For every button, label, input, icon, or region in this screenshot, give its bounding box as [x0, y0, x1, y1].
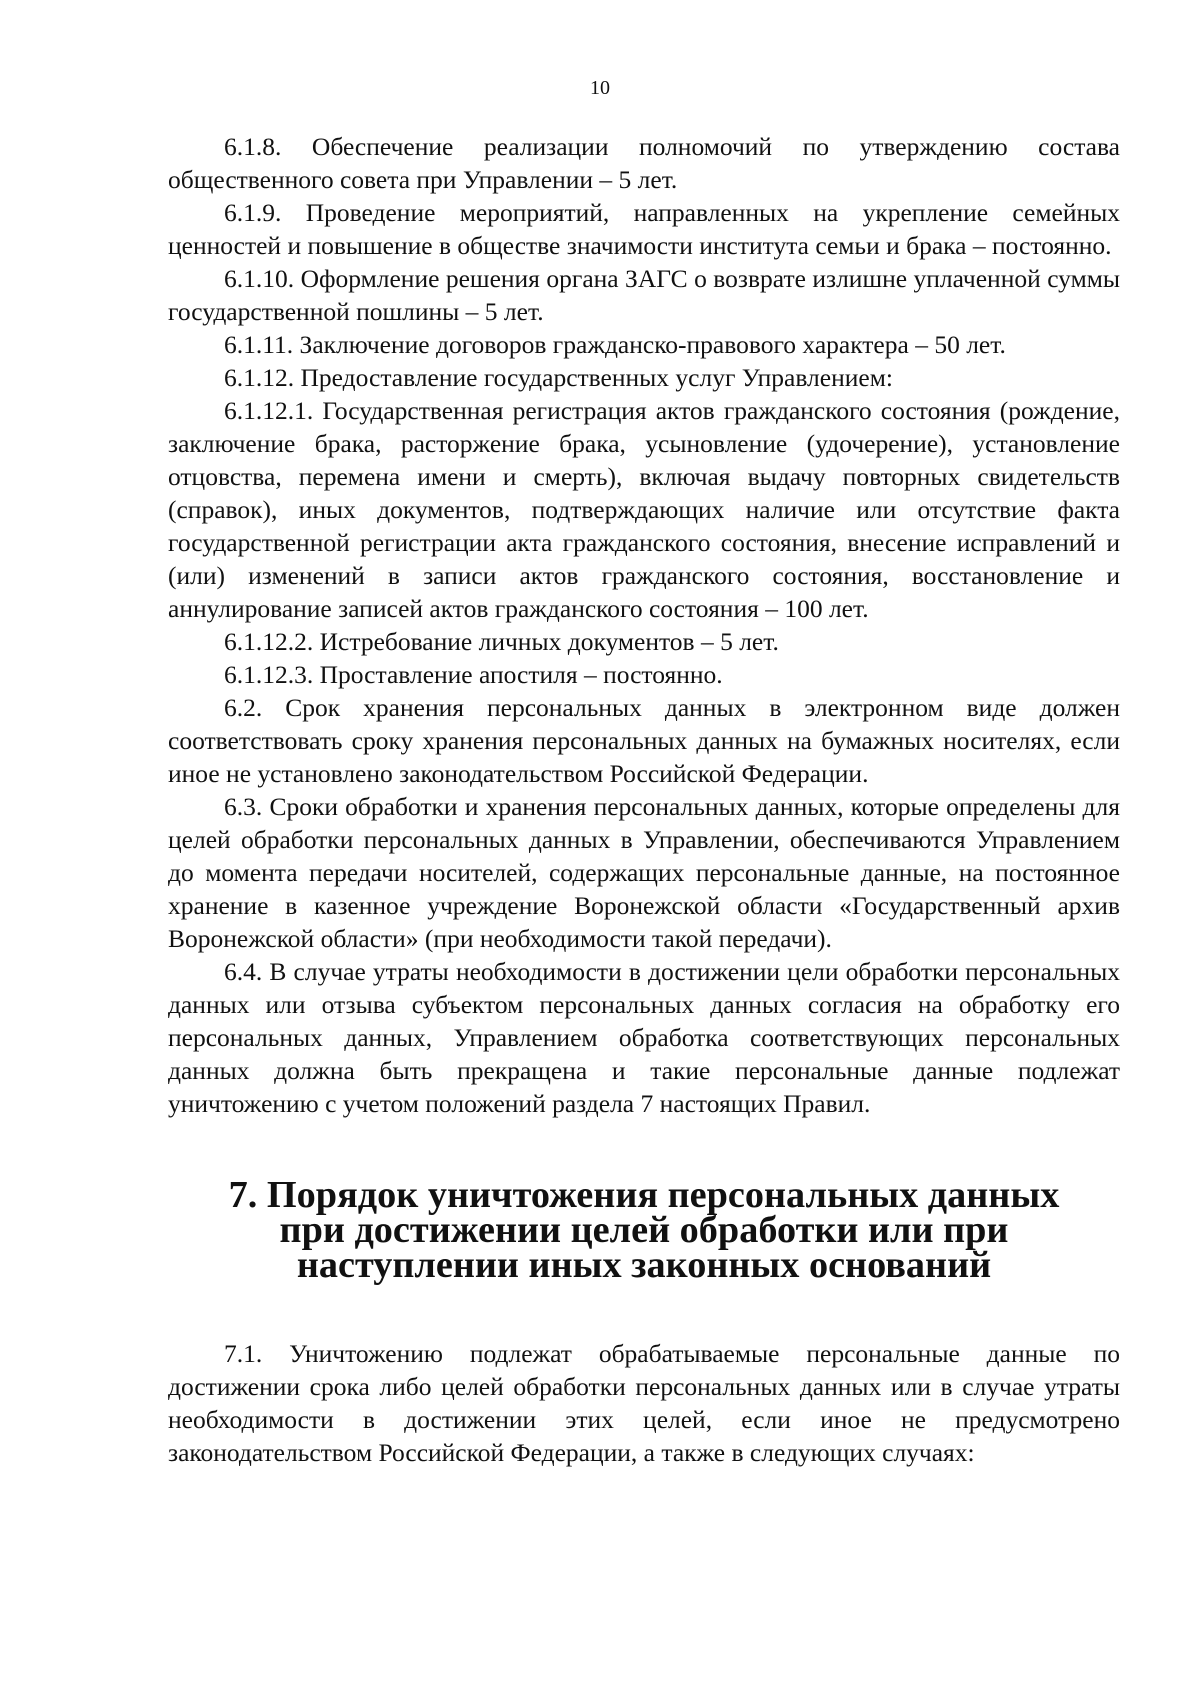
paragraph-6-1-9: 6.1.9. Проведение мероприятий, направленных на укрепление семейных ценностей и повышение в обществе значимости института семьи и брака – постоянно.: [168, 198, 1120, 260]
document-body: [168, 130, 1120, 1469]
paragraph-6-1-11: 6.1.11. Заключение договоров гражданско-правового характера – 50 лет.: [224, 330, 1006, 359]
paragraph-6-1-12-3: 6.1.12.3. Проставление апостиля – постоянно.: [224, 660, 723, 689]
paragraph-6-1-10: 6.1.10. Оформление решения органа ЗАГС о возврате излишне уплаченной суммы государственной пошлины – 5 лет.: [168, 264, 1120, 326]
paragraph-6-2: 6.2. Срок хранения персональных данных в электронном виде должен соответствовать сроку хранения персональных данных на бумажных носителях, если иное не установлено законодательством Российской Федерации.: [168, 693, 1120, 788]
paragraph-6-1-8: 6.1.8. Обеспечение реализации полномочий по утверждению состава общественного совета при Управлении – 5 лет.: [168, 132, 1120, 194]
paragraph-6-1-12-2: 6.1.12.2. Истребование личных документов – 5 лет.: [224, 627, 779, 656]
paragraph-6-4: 6.4. В случае утраты необходимости в достижении цели обработки персональных данных или отзыва субъектом персональных данных согласия на обработку его персональных данных, Управлением обработка соответствующих персональных данных должна быть прекращена и такие персональные данные подлежат уничтожению с учетом положений раздела 7 настоящих Правил.: [168, 957, 1120, 1118]
paragraph-6-3: 6.3. Сроки обработки и хранения персональных данных, которые определены для целей обработки персональных данных в Управлении, обеспечиваются Управлением до момента передачи носителей, содержащих персональные данные, на постоянное хранение в казенное учреждение Воронежской области «Государственный архив Воронежской области» (при необходимости такой передачи).: [168, 792, 1120, 953]
paragraph-6-1-12: 6.1.12. Предоставление государственных услуг Управлением:: [224, 363, 893, 392]
section-7-heading: 7. Порядок уничтожения персональных данных при достижении целей обработки или при наступлении иных законных оснований: [228, 1174, 1060, 1286]
page-number: 10: [590, 77, 610, 99]
paragraph-7-1: 7.1. Уничтожению подлежат обрабатываемые персональные данные по достижении срока либо целей обработки персональных данных или в случае утраты необходимости в достижении этих целей, если иное не предусмотрено законодательством Российской Федерации, а также в следующих случаях:: [168, 1339, 1120, 1467]
paragraph-6-1-12-1: 6.1.12.1. Государственная регистрация актов гражданского состояния (рождение, заключение брака, расторжение брака, усыновление (удочерение), установление отцовства, перемена имени и смерть), включая выдачу повторных свидетельств (справок), иных документов, подтверждающих наличие или отсутствие факта государственной регистрации акта гражданского состояния, внесение исправлений и (или) изменений в записи актов гражданского состояния, восстановление и аннулирование записей актов гражданского состояния – 100 лет.: [168, 396, 1120, 623]
